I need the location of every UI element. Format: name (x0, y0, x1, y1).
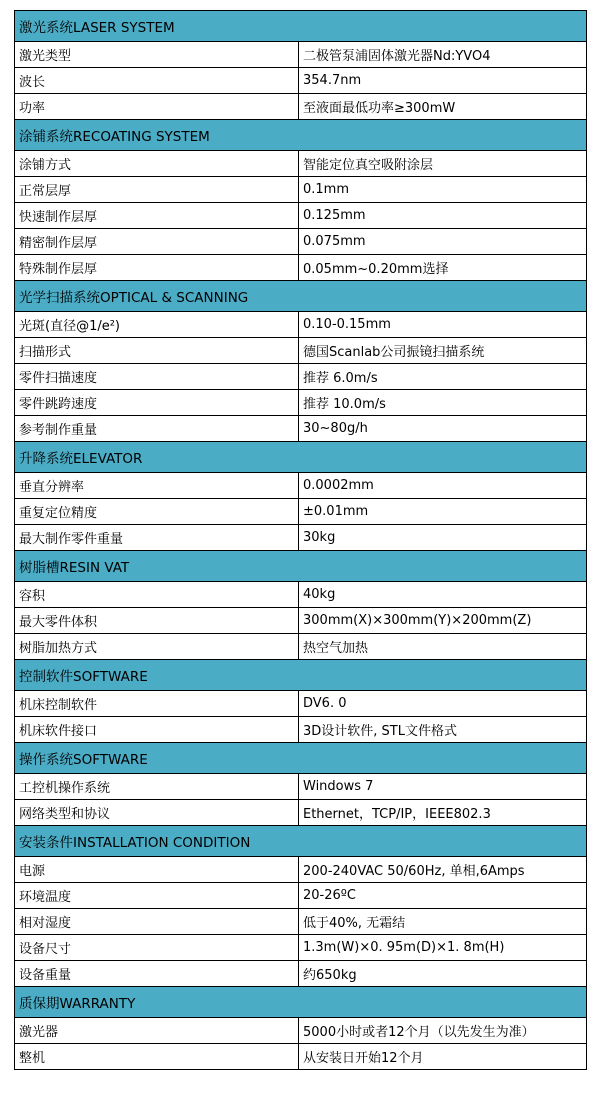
spec-table-body (15, 11, 587, 1070)
spec-value: Windows 7 (299, 774, 587, 800)
section-title: 升降系统ELEVATOR (15, 442, 587, 473)
spec-value: 20-26ºC (299, 883, 587, 909)
section-header-row (15, 826, 587, 857)
spec-row (15, 883, 587, 909)
spec-label: 扫描形式 (15, 338, 299, 364)
spec-label: 快速制作层厚 (15, 203, 299, 229)
spec-row (15, 525, 587, 551)
spec-label: 特殊制作层厚 (15, 255, 299, 281)
spec-label: 正常层厚 (15, 177, 299, 203)
spec-label: 零件跳跨速度 (15, 390, 299, 416)
spec-row (15, 312, 587, 338)
section-header-row (15, 120, 587, 151)
spec-value: 德国Scanlab公司振镜扫描系统 (299, 338, 587, 364)
spec-row (15, 634, 587, 660)
spec-value: 热空气加热 (299, 634, 587, 660)
section-header-row (15, 987, 587, 1018)
spec-value: 354.7nm (299, 68, 587, 94)
spec-label: 容积 (15, 582, 299, 608)
spec-value: 0.075mm (299, 229, 587, 255)
spec-row (15, 338, 587, 364)
section-title: 质保期WARRANTY (15, 987, 587, 1018)
spec-row (15, 42, 587, 68)
section-title: 安装条件INSTALLATION CONDITION (15, 826, 587, 857)
spec-value: 二极管泵浦固体激光器Nd:YVO4 (299, 42, 587, 68)
spec-label: 相对湿度 (15, 909, 299, 935)
spec-value: Ethernet，TCP/IP，IEEE802.3 (299, 800, 587, 826)
spec-row (15, 94, 587, 120)
section-header-row (15, 551, 587, 582)
spec-row (15, 499, 587, 525)
spec-value: 0.1mm (299, 177, 587, 203)
section-header-row (15, 743, 587, 774)
spec-label: 激光类型 (15, 42, 299, 68)
section-header-row (15, 281, 587, 312)
spec-value: 40kg (299, 582, 587, 608)
spec-row (15, 390, 587, 416)
spec-value: 至液面最低功率≥300mW (299, 94, 587, 120)
spec-row (15, 717, 587, 743)
spec-label: 垂直分辨率 (15, 473, 299, 499)
spec-label: 波长 (15, 68, 299, 94)
spec-row (15, 255, 587, 281)
spec-label: 最大制作零件重量 (15, 525, 299, 551)
spec-label: 功率 (15, 94, 299, 120)
spec-label: 机床控制软件 (15, 691, 299, 717)
spec-label: 重复定位精度 (15, 499, 299, 525)
spec-label: 整机 (15, 1044, 299, 1070)
spec-value: 3D设计软件, STL文件格式 (299, 717, 587, 743)
spec-value: 低于40%, 无霜结 (299, 909, 587, 935)
spec-value: ±0.01mm (299, 499, 587, 525)
spec-table (14, 10, 587, 1070)
spec-label: 工控机操作系统 (15, 774, 299, 800)
spec-value: 5000小时或者12个月（以先发生为准） (299, 1018, 587, 1044)
spec-label: 网络类型和协议 (15, 800, 299, 826)
spec-value: 从安装日开始12个月 (299, 1044, 587, 1070)
spec-row (15, 909, 587, 935)
spec-row (15, 364, 587, 390)
spec-label: 树脂加热方式 (15, 634, 299, 660)
section-title: 光学扫描系统OPTICAL & SCANNING (15, 281, 587, 312)
spec-label: 环境温度 (15, 883, 299, 909)
spec-row (15, 229, 587, 255)
spec-label: 精密制作层厚 (15, 229, 299, 255)
spec-label: 光斑(直径@1/e²) (15, 312, 299, 338)
spec-value: 推荐 10.0m/s (299, 390, 587, 416)
spec-label: 涂铺方式 (15, 151, 299, 177)
spec-value: 30~80g/h (299, 416, 587, 442)
spec-row (15, 151, 587, 177)
spec-label: 设备重量 (15, 961, 299, 987)
spec-row (15, 800, 587, 826)
spec-label: 电源 (15, 857, 299, 883)
spec-row (15, 177, 587, 203)
spec-value: 0.125mm (299, 203, 587, 229)
spec-value: 300mm(X)×300mm(Y)×200mm(Z) (299, 608, 587, 634)
section-header-row (15, 660, 587, 691)
spec-value: 30kg (299, 525, 587, 551)
spec-row (15, 608, 587, 634)
spec-value: 0.0002mm (299, 473, 587, 499)
spec-row (15, 203, 587, 229)
spec-value: DV6. 0 (299, 691, 587, 717)
section-title: 控制软件SOFTWARE (15, 660, 587, 691)
section-title: 树脂槽RESIN VAT (15, 551, 587, 582)
section-title: 激光系统LASER SYSTEM (15, 11, 587, 42)
spec-row (15, 68, 587, 94)
spec-label: 参考制作重量 (15, 416, 299, 442)
spec-row (15, 416, 587, 442)
spec-row (15, 961, 587, 987)
spec-row (15, 691, 587, 717)
section-header-row (15, 442, 587, 473)
spec-label: 机床软件接口 (15, 717, 299, 743)
spec-value: 0.10-0.15mm (299, 312, 587, 338)
spec-value: 0.05mm~0.20mm选择 (299, 255, 587, 281)
spec-row (15, 1018, 587, 1044)
spec-value: 推荐 6.0m/s (299, 364, 587, 390)
spec-row (15, 473, 587, 499)
section-title: 操作系统SOFTWARE (15, 743, 587, 774)
spec-label: 激光器 (15, 1018, 299, 1044)
spec-row (15, 582, 587, 608)
spec-value: 约650kg (299, 961, 587, 987)
spec-row (15, 935, 587, 961)
spec-value: 1.3m(W)×0. 95m(D)×1. 8m(H) (299, 935, 587, 961)
section-header-row (15, 11, 587, 42)
spec-label: 最大零件体积 (15, 608, 299, 634)
spec-label: 设备尺寸 (15, 935, 299, 961)
spec-label: 零件扫描速度 (15, 364, 299, 390)
section-title: 涂铺系统RECOATING SYSTEM (15, 120, 587, 151)
spec-value: 智能定位真空吸附涂层 (299, 151, 587, 177)
spec-row (15, 1044, 587, 1070)
spec-row (15, 774, 587, 800)
spec-value: 200-240VAC 50/60Hz, 单相,6Amps (299, 857, 587, 883)
spec-row (15, 857, 587, 883)
